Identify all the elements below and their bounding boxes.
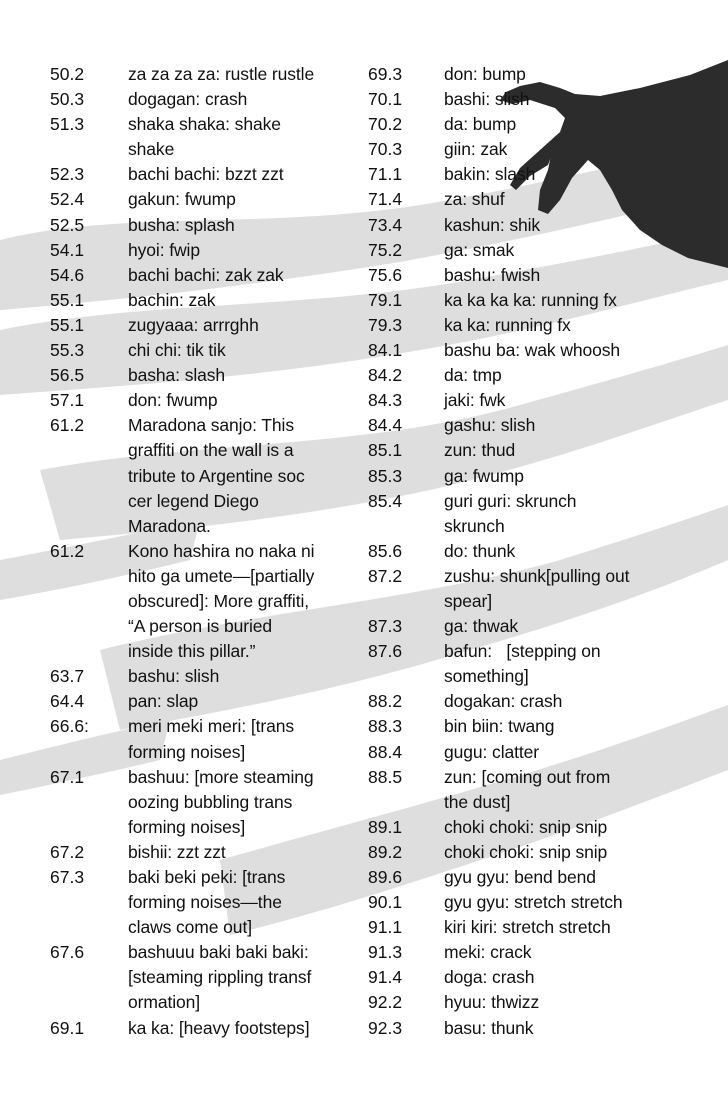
glossary-entry — [368, 940, 668, 965]
page-panel-ref: 89.6 — [368, 867, 403, 887]
glossary-entry — [50, 288, 350, 313]
glossary-entry — [50, 87, 350, 112]
page-panel-ref: 91.3 — [368, 942, 403, 963]
page-panel-ref: 69.3 — [368, 64, 403, 84]
page-panel-ref: 50.2 — [50, 64, 85, 84]
glossary-entry — [50, 689, 350, 714]
glossary-entry — [50, 238, 350, 263]
page-panel-ref: 79.3 — [368, 314, 403, 335]
glossary-entry — [50, 714, 350, 764]
sfx-translation: kashun: shik — [444, 214, 541, 235]
sfx-translation: doga: crash — [444, 967, 535, 988]
sfx-translation: busha: splash — [128, 214, 235, 235]
glossary-entry — [368, 162, 668, 187]
page-panel-ref: 61.2 — [50, 540, 85, 561]
glossary-entry — [50, 162, 350, 187]
page-panel-ref: 85.6 — [368, 540, 403, 561]
sfx-translation: zun: thud — [444, 440, 516, 461]
sfx-translation: bafun: [stepping on something] — [444, 641, 601, 687]
sfx-translation: gyu gyu: stretch stretch — [444, 892, 623, 913]
glossary-entry — [50, 840, 350, 865]
glossary-entry — [368, 915, 668, 940]
page-panel-ref: 70.2 — [368, 114, 403, 135]
glossary-entry — [368, 489, 668, 539]
sfx-translation: meki: crack — [444, 942, 532, 963]
page-panel-ref: 61.2 — [50, 415, 85, 436]
sfx-translation: don: fwump — [128, 390, 218, 411]
sfx-translation: hyoi: fwip — [128, 239, 200, 260]
page-panel-ref: 67.6 — [50, 942, 85, 963]
sfx-translation: Kono hashira no naka ni hito ga umete—[partially obscured]: More graffiti, “A person is buried inside this pillar.” — [128, 540, 315, 662]
glossary-entry — [50, 1016, 350, 1041]
page-panel-ref: 64.4 — [50, 691, 85, 712]
page-panel-ref: 91.4 — [368, 967, 403, 988]
page-panel-ref: 54.6 — [50, 264, 85, 285]
page-panel-ref: 67.2 — [50, 841, 85, 862]
page-panel-ref: 89.1 — [368, 816, 403, 837]
sfx-translation: bashu: slish — [128, 666, 220, 687]
sfx-translation: dogakan: crash — [444, 691, 563, 712]
glossary-entry — [368, 413, 668, 438]
left-column — [50, 62, 350, 1041]
sfx-translation: bashu: fwish — [444, 264, 541, 285]
page-panel-ref: 52.3 — [50, 164, 85, 185]
sfx-translation: gugu: clatter — [444, 741, 540, 762]
page-panel-ref: 71.4 — [368, 189, 403, 210]
glossary-entry — [368, 539, 668, 564]
page-panel-ref: 67.1 — [50, 766, 85, 787]
glossary-entry — [368, 840, 668, 865]
page-panel-ref: 90.1 — [368, 892, 403, 913]
page-panel-ref: 88.2 — [368, 691, 403, 712]
sfx-translation: gashu: slish — [444, 415, 536, 436]
sfx-translation: bakin: slash — [444, 164, 536, 185]
sfx-translation: don: bump — [444, 64, 526, 84]
page-panel-ref: 73.4 — [368, 214, 403, 235]
page-panel-ref: 52.4 — [50, 189, 85, 210]
sfx-translation: da: tmp — [444, 365, 502, 386]
glossary-entry — [368, 62, 668, 87]
sfx-translation: ka ka ka ka: running fx — [444, 289, 617, 310]
glossary-entry — [50, 664, 350, 689]
page-panel-ref: 84.4 — [368, 415, 403, 436]
glossary-entry — [368, 112, 668, 137]
sfx-translation: shaka shaka: shake shake — [128, 114, 281, 160]
glossary-entry — [50, 539, 350, 664]
sfx-translation: basha: slash — [128, 365, 226, 386]
sfx-translation: dogagan: crash — [128, 89, 248, 110]
page-panel-ref: 87.2 — [368, 565, 403, 586]
glossary-entry — [50, 388, 350, 413]
sfx-translation: bashu ba: wak whoosh — [444, 340, 621, 361]
glossary-entry — [368, 288, 668, 313]
glossary-entry — [368, 313, 668, 338]
glossary-entry — [368, 338, 668, 363]
sfx-translation: guri guri: skrunch skrunch — [444, 490, 577, 536]
glossary-entry — [50, 940, 350, 1015]
page-panel-ref: 55.3 — [50, 340, 85, 361]
glossary-entry — [50, 338, 350, 363]
glossary-entry — [50, 187, 350, 212]
glossary-entry — [50, 112, 350, 162]
page-panel-ref: 69.1 — [50, 1017, 85, 1038]
page-panel-ref: 84.2 — [368, 365, 403, 386]
page-panel-ref: 85.3 — [368, 465, 403, 486]
page-panel-ref: 71.1 — [368, 164, 403, 185]
sfx-translation: za: shuf — [444, 189, 505, 210]
glossary-entry — [50, 263, 350, 288]
page-panel-ref: 87.3 — [368, 616, 403, 637]
glossary-entry — [368, 137, 668, 162]
page-panel-ref: 91.1 — [368, 917, 403, 938]
glossary-entry — [368, 890, 668, 915]
glossary-entry — [50, 765, 350, 840]
glossary-entry — [368, 765, 668, 815]
glossary-entry — [368, 87, 668, 112]
page-panel-ref: 55.1 — [50, 314, 85, 335]
glossary-entry — [368, 740, 668, 765]
glossary-entry — [368, 714, 668, 739]
glossary-entry — [368, 1016, 668, 1041]
glossary-entry — [50, 363, 350, 388]
sfx-translation: pan: slap — [128, 691, 199, 712]
sfx-translation: kiri kiri: stretch stretch — [444, 917, 611, 938]
page-panel-ref: 54.1 — [50, 239, 85, 260]
sfx-translation: ka ka: running fx — [444, 314, 571, 335]
page-panel-ref: 51.3 — [50, 114, 85, 135]
glossary-entry — [368, 639, 668, 689]
page-panel-ref: 88.4 — [368, 741, 403, 762]
glossary-entry — [368, 689, 668, 714]
page-panel-ref: 85.4 — [368, 490, 403, 511]
page-panel-ref: 88.3 — [368, 716, 403, 737]
glossary-entry — [368, 965, 668, 990]
glossary-entry — [368, 614, 668, 639]
glossary-entry — [50, 413, 350, 538]
glossary-entry — [368, 815, 668, 840]
glossary-entry — [368, 238, 668, 263]
page-panel-ref: 75.6 — [368, 264, 403, 285]
right-column — [368, 62, 668, 1041]
glossary-entry — [368, 363, 668, 388]
page-panel-ref: 79.1 — [368, 289, 403, 310]
page-panel-ref: 85.1 — [368, 440, 403, 461]
sfx-translation: ga: smak — [444, 239, 515, 260]
sfx-translation: zushu: shunk[pulling out spear] — [444, 565, 630, 611]
page-panel-ref: 92.2 — [368, 992, 403, 1013]
glossary-entry — [50, 62, 350, 87]
page-panel-ref: 52.5 — [50, 214, 85, 235]
sfx-translation: za za za za: rustle rustle — [128, 64, 315, 84]
sfx-translation: choki choki: snip snip — [444, 841, 608, 862]
sfx-translation: bishii: zzt zzt — [128, 841, 226, 862]
page-panel-ref: 50.3 — [50, 89, 85, 110]
glossary-entry — [368, 213, 668, 238]
page-panel-ref: 56.5 — [50, 365, 85, 386]
glossary-entry — [368, 564, 668, 614]
page-panel-ref: 70.3 — [368, 139, 403, 160]
glossary-entry — [368, 438, 668, 463]
sfx-translation: da: bump — [444, 114, 517, 135]
sfx-translation: baki beki peki: [trans forming noises—the claws come out] — [128, 867, 286, 938]
sfx-translation: hyuu: thwizz — [444, 992, 540, 1013]
page-panel-ref: 57.1 — [50, 390, 85, 411]
sfx-translation: zun: [coming out from the dust] — [444, 766, 611, 812]
page-panel-ref: 88.5 — [368, 766, 403, 787]
sfx-translation: gakun: fwump — [128, 189, 236, 210]
sfx-translation: bashuuu baki baki baki: [steaming rippling transf ormation] — [128, 942, 312, 1013]
page-panel-ref: 55.1 — [50, 289, 85, 310]
glossary-entry — [50, 313, 350, 338]
page-panel-ref: 67.3 — [50, 867, 85, 887]
sfx-translation: bin biin: twang — [444, 716, 555, 737]
sfx-translation: bashuu: [more steaming oozing bubbling trans forming noises] — [128, 766, 314, 837]
sfx-translation: jaki: fwk — [444, 390, 506, 411]
page-panel-ref: 87.6 — [368, 641, 403, 662]
glossary-entry — [368, 187, 668, 212]
sfx-translation: bachi bachi: zak zak — [128, 264, 284, 285]
page-panel-ref: 92.3 — [368, 1017, 403, 1038]
glossary-entry — [50, 213, 350, 238]
glossary-entry — [368, 865, 668, 890]
sfx-translation: chi chi: tik tik — [128, 340, 226, 361]
page-panel-ref: 66.6: — [50, 716, 89, 737]
sfx-translation: bashi: slish — [444, 89, 530, 110]
sfx-translation: do: thunk — [444, 540, 516, 561]
sfx-translation: Maradona sanjo: This graffiti on the wall is a tribute to Argentine soc cer legend Diego Maradona. — [128, 415, 305, 536]
sfx-translation: zugyaaa: arrrghh — [128, 314, 259, 335]
sfx-translation: choki choki: snip snip — [444, 816, 608, 837]
glossary-entry — [368, 990, 668, 1015]
page-panel-ref: 75.2 — [368, 239, 403, 260]
sfx-translation: basu: thunk — [444, 1017, 534, 1038]
sfx-translation: bachi bachi: bzzt zzt — [128, 164, 284, 185]
glossary-entry — [368, 388, 668, 413]
sfx-translation: gyu gyu: bend bend — [444, 867, 596, 887]
glossary-entry — [368, 263, 668, 288]
page-panel-ref: 84.1 — [368, 340, 403, 361]
sfx-translation: giin: zak — [444, 139, 508, 160]
sfx-translation: ka ka: [heavy footsteps] — [128, 1017, 310, 1038]
sfx-translation: ga: thwak — [444, 616, 519, 637]
page-panel-ref: 89.2 — [368, 841, 403, 862]
sfx-translation: bachin: zak — [128, 289, 216, 310]
glossary-entry — [50, 865, 350, 940]
glossary-entry — [368, 464, 668, 489]
page-panel-ref: 84.3 — [368, 390, 403, 411]
sfx-translation: ga: fwump — [444, 465, 524, 486]
page-panel-ref: 63.7 — [50, 666, 85, 687]
page-panel-ref: 70.1 — [368, 89, 403, 110]
sfx-translation: meri meki meri: [trans forming noises] — [128, 716, 295, 762]
